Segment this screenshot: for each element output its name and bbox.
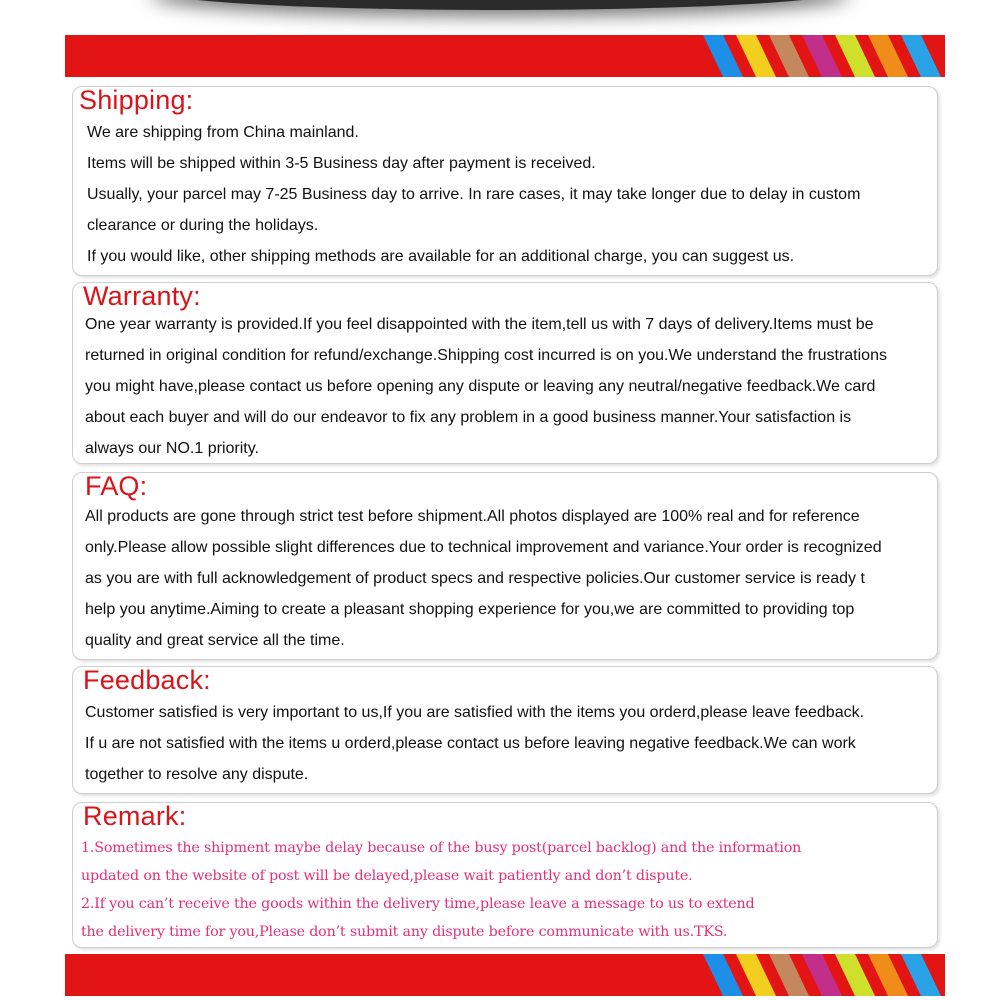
top-color-band [65, 35, 945, 77]
feedback-line: If u are not satisfied with the items u orderd,please contact us before leaving negative feedback.We can work [85, 735, 856, 752]
top-shadow-decoration [150, 0, 850, 10]
warranty-line: One year warranty is provided.If you feel disappointed with the item,tell us with 7 days of delivery.Items must be [85, 316, 874, 333]
bottom-rainbow-stripes [695, 954, 945, 996]
rainbow-stripe [868, 35, 908, 77]
remark-line: 1.Sometimes the shipment maybe delay because of the busy post(parcel backlog) and the information [81, 840, 802, 856]
rainbow-stripe [868, 954, 908, 996]
warranty-section [72, 282, 938, 464]
feedback-line: Customer satisfied is very important to us,If you are satisfied with the items you orderd,please leave feedback. [85, 704, 865, 721]
rainbow-stripe [769, 35, 809, 77]
faq-title: FAQ: [85, 471, 148, 501]
rainbow-stripe [736, 35, 776, 77]
warranty-line: you might have,please contact us before opening any dispute or leaving any neutral/negative feedback.We card [85, 378, 876, 395]
rainbow-stripe [703, 35, 743, 77]
faq-line: only.Please allow possible slight differences due to technical improvement and variance.Your order is recognized [85, 539, 882, 556]
rainbow-stripe [736, 954, 776, 996]
shipping-line: Items will be shipped within 3-5 Business day after payment is received. [87, 155, 596, 172]
remark-title: Remark: [83, 801, 187, 831]
faq-line: as you are with full acknowledgement of product specs and respective policies.Our customer service is ready t [85, 570, 865, 587]
feedback-section [72, 666, 938, 794]
rainbow-stripe [835, 35, 875, 77]
rainbow-stripe [835, 954, 875, 996]
rainbow-stripe [901, 35, 941, 77]
remark-line: 2.If you can’t receive the goods within the delivery time,please leave a message to us to extend [81, 896, 755, 912]
remark-line: updated on the website of post will be delayed,please wait patiently and don’t dispute. [81, 868, 693, 884]
top-rainbow-stripes [695, 35, 945, 77]
shipping-line: If you would like, other shipping methods are available for an additional charge, you can suggest us. [87, 248, 795, 265]
faq-section [72, 472, 938, 660]
shipping-line: clearance or during the holidays. [87, 217, 319, 234]
shipping-title: Shipping: [79, 85, 194, 115]
shipping-line: Usually, your parcel may 7-25 Business day to arrive. In rare cases, it may take longer due to delay in custom [87, 186, 861, 203]
remark-line: the delivery time for you,Please don’t submit any dispute before communicate with us.TKS. [81, 924, 728, 940]
feedback-line: together to resolve any dispute. [85, 766, 309, 783]
rainbow-stripe [703, 954, 743, 996]
faq-line: All products are gone through strict test before shipment.All photos displayed are 100% real and for reference [85, 508, 860, 525]
faq-line: help you anytime.Aiming to create a pleasant shopping experience for you,we are committed to providing top [85, 601, 855, 618]
feedback-title: Feedback: [83, 665, 211, 695]
faq-line: quality and great service all the time. [85, 632, 345, 649]
warranty-line: returned in original condition for refund/exchange.Shipping cost incurred is on you.We understand the frustrations [85, 347, 887, 364]
rainbow-stripe [901, 954, 941, 996]
warranty-line: about each buyer and will do our endeavor to fix any problem in a good business manner.Your satisfaction is [85, 409, 852, 426]
shipping-section [72, 86, 938, 276]
bottom-color-band [65, 954, 945, 996]
remark-section [72, 802, 938, 948]
warranty-title: Warranty: [83, 281, 201, 311]
rainbow-stripe [802, 954, 842, 996]
warranty-line: always our NO.1 priority. [85, 440, 259, 457]
rainbow-stripe [802, 35, 842, 77]
rainbow-stripe [769, 954, 809, 996]
shipping-line: We are shipping from China mainland. [87, 124, 359, 141]
